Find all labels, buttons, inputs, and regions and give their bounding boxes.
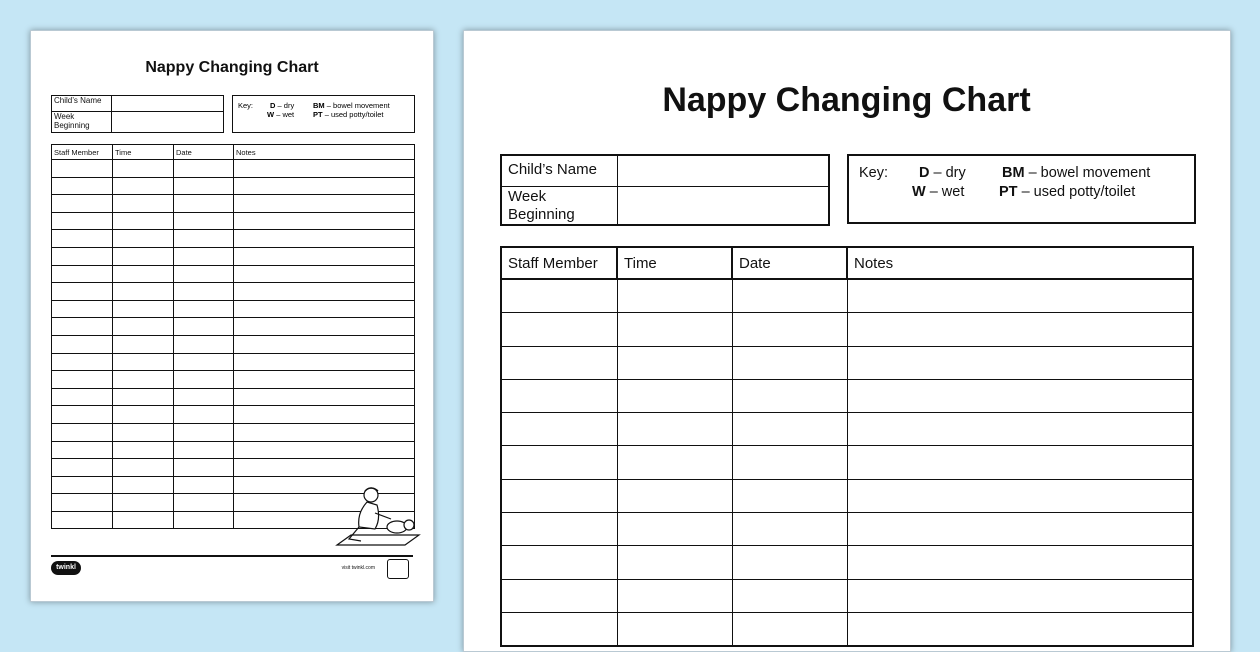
table-cell[interactable] xyxy=(501,479,617,512)
table-row xyxy=(52,423,415,441)
table-row xyxy=(52,388,415,406)
table-cell[interactable] xyxy=(52,459,113,477)
key-label: Key: xyxy=(238,101,254,110)
child-name-label: Child’s Name xyxy=(501,155,617,186)
table-cell[interactable] xyxy=(617,612,732,646)
table-row xyxy=(52,265,415,283)
table-cell[interactable] xyxy=(732,313,847,346)
table-row xyxy=(52,335,415,353)
table-cell[interactable] xyxy=(52,476,113,494)
key-item-potty: PT – used potty/toilet xyxy=(999,184,1136,200)
table-cell[interactable] xyxy=(234,388,415,406)
page-title: Nappy Changing Chart xyxy=(145,59,319,76)
table-row xyxy=(52,300,415,318)
table-cell[interactable] xyxy=(174,494,234,512)
table-row xyxy=(52,160,415,178)
column-header: Staff Member xyxy=(52,145,113,160)
zoomed-page xyxy=(463,30,1231,652)
table-cell[interactable] xyxy=(52,230,113,248)
key-box: Key: D – dry W – wet BM – bowel movement PT – used potty/toilet xyxy=(232,95,415,133)
table-cell[interactable] xyxy=(113,230,174,248)
table-cell[interactable] xyxy=(52,265,113,283)
table-cell[interactable] xyxy=(113,511,174,529)
child-name-label: Child’s Name xyxy=(52,96,112,112)
table-cell[interactable] xyxy=(501,379,617,412)
table-row xyxy=(52,459,415,477)
table-cell[interactable] xyxy=(113,406,174,424)
table-cell[interactable] xyxy=(847,413,1193,446)
table-cell[interactable] xyxy=(113,195,174,213)
page-title: Nappy Changing Chart xyxy=(662,81,1031,119)
table-cell[interactable] xyxy=(113,441,174,459)
week-beginning-field[interactable] xyxy=(112,112,224,133)
table-cell[interactable] xyxy=(732,379,847,412)
key-item-bowel: BM – bowel movement xyxy=(1002,165,1151,181)
nappy-changing-illustration xyxy=(331,483,421,555)
week-beginning-label: Week Beginning xyxy=(501,186,617,225)
table-cell[interactable] xyxy=(174,318,234,336)
table-cell[interactable] xyxy=(234,353,415,371)
table-cell[interactable] xyxy=(847,379,1193,412)
table-cell[interactable] xyxy=(174,265,234,283)
table-cell[interactable] xyxy=(234,265,415,283)
week-beginning-label: Week Beginning xyxy=(52,112,112,133)
table-cell[interactable] xyxy=(234,406,415,424)
table-cell[interactable] xyxy=(113,335,174,353)
table-row xyxy=(52,371,415,389)
table-cell[interactable] xyxy=(174,283,234,301)
table-cell[interactable] xyxy=(52,335,113,353)
table-cell[interactable] xyxy=(174,160,234,178)
table-cell[interactable] xyxy=(501,579,617,612)
table-cell[interactable] xyxy=(617,413,732,446)
changing-log-table xyxy=(51,144,415,529)
table-cell[interactable] xyxy=(113,212,174,230)
table-cell[interactable] xyxy=(174,353,234,371)
badge-icon xyxy=(387,559,409,579)
table-cell[interactable] xyxy=(617,513,732,546)
column-header: Notes xyxy=(847,247,1193,279)
table-cell[interactable] xyxy=(174,476,234,494)
table-cell[interactable] xyxy=(501,413,617,446)
table-cell[interactable] xyxy=(847,513,1193,546)
table-cell[interactable] xyxy=(52,371,113,389)
table-row xyxy=(52,177,415,195)
table-cell[interactable] xyxy=(52,494,113,512)
table-cell[interactable] xyxy=(52,177,113,195)
column-header: Time xyxy=(113,145,174,160)
footer-divider xyxy=(51,555,413,557)
table-cell[interactable] xyxy=(52,406,113,424)
table-row xyxy=(501,479,1193,512)
table-row xyxy=(52,441,415,459)
table-cell[interactable] xyxy=(501,513,617,546)
table-cell[interactable] xyxy=(113,318,174,336)
table-cell[interactable] xyxy=(501,546,617,579)
table-cell[interactable] xyxy=(174,371,234,389)
table-cell[interactable] xyxy=(113,265,174,283)
table-body xyxy=(52,160,415,529)
table-cell[interactable] xyxy=(234,335,415,353)
table-cell[interactable] xyxy=(234,300,415,318)
table-cell[interactable] xyxy=(113,283,174,301)
table-cell[interactable] xyxy=(174,388,234,406)
child-info-table xyxy=(51,95,224,133)
table-cell[interactable] xyxy=(617,579,732,612)
table-row xyxy=(52,247,415,265)
table-cell[interactable] xyxy=(847,346,1193,379)
table-row xyxy=(501,446,1193,479)
table-cell[interactable] xyxy=(617,546,732,579)
table-row xyxy=(52,230,415,248)
table-cell[interactable] xyxy=(732,413,847,446)
table-cell[interactable] xyxy=(234,195,415,213)
table-cell[interactable] xyxy=(52,300,113,318)
table-row xyxy=(52,212,415,230)
table-cell[interactable] xyxy=(174,177,234,195)
key-label: Key: xyxy=(859,165,889,181)
table-cell[interactable] xyxy=(174,406,234,424)
twinkl-logo: twinkl xyxy=(51,561,81,575)
table-cell[interactable] xyxy=(52,160,113,178)
changing-log-table xyxy=(500,246,1194,647)
table-row xyxy=(501,612,1193,646)
table-row xyxy=(501,279,1193,313)
table-cell[interactable] xyxy=(732,346,847,379)
table-cell[interactable] xyxy=(113,388,174,406)
table-cell[interactable] xyxy=(732,513,847,546)
table-cell[interactable] xyxy=(234,441,415,459)
table-cell[interactable] xyxy=(234,371,415,389)
table-cell[interactable] xyxy=(847,279,1193,313)
key-item-wet: W – wet xyxy=(912,184,965,200)
table-cell[interactable] xyxy=(174,300,234,318)
week-beginning-field[interactable] xyxy=(617,186,829,225)
table-cell[interactable] xyxy=(234,423,415,441)
child-name-field[interactable] xyxy=(617,155,829,186)
table-row xyxy=(501,579,1193,612)
table-cell[interactable] xyxy=(732,279,847,313)
table-cell[interactable] xyxy=(732,579,847,612)
table-row xyxy=(501,313,1193,346)
table-cell[interactable] xyxy=(113,300,174,318)
table-cell[interactable] xyxy=(113,423,174,441)
table-cell[interactable] xyxy=(732,612,847,646)
table-cell[interactable] xyxy=(847,446,1193,479)
table-cell[interactable] xyxy=(113,247,174,265)
table-row xyxy=(501,546,1193,579)
table-cell[interactable] xyxy=(234,230,415,248)
table-cell[interactable] xyxy=(52,441,113,459)
table-cell[interactable] xyxy=(52,388,113,406)
table-cell[interactable] xyxy=(732,546,847,579)
table-cell[interactable] xyxy=(113,160,174,178)
table-body xyxy=(501,279,1193,646)
table-cell[interactable] xyxy=(174,423,234,441)
table-cell[interactable] xyxy=(174,335,234,353)
table-row xyxy=(501,513,1193,546)
table-cell[interactable] xyxy=(52,247,113,265)
table-cell[interactable] xyxy=(113,371,174,389)
table-cell[interactable] xyxy=(174,195,234,213)
table-cell[interactable] xyxy=(234,247,415,265)
thumbnail-page xyxy=(30,30,434,602)
table-cell[interactable] xyxy=(732,479,847,512)
table-cell[interactable] xyxy=(234,318,415,336)
table-row xyxy=(52,195,415,213)
table-cell[interactable] xyxy=(174,441,234,459)
table-cell[interactable] xyxy=(847,479,1193,512)
key-box xyxy=(847,154,1196,224)
table-cell[interactable] xyxy=(113,494,174,512)
table-cell[interactable] xyxy=(732,446,847,479)
table-cell[interactable] xyxy=(617,379,732,412)
table-cell[interactable] xyxy=(617,479,732,512)
table-cell[interactable] xyxy=(501,346,617,379)
table-row xyxy=(52,406,415,424)
footer-site-text: visit twinkl.com xyxy=(341,565,375,571)
table-cell[interactable] xyxy=(847,612,1193,646)
table-cell[interactable] xyxy=(501,313,617,346)
table-cell[interactable] xyxy=(52,283,113,301)
table-cell[interactable] xyxy=(52,212,113,230)
table-cell[interactable] xyxy=(113,353,174,371)
table-cell[interactable] xyxy=(234,459,415,477)
child-name-field[interactable] xyxy=(112,96,224,112)
column-header: Time xyxy=(617,247,732,279)
table-cell[interactable] xyxy=(234,283,415,301)
table-cell[interactable] xyxy=(234,177,415,195)
table-cell[interactable] xyxy=(847,313,1193,346)
table-cell[interactable] xyxy=(501,612,617,646)
table-cell[interactable] xyxy=(234,212,415,230)
table-cell[interactable] xyxy=(52,511,113,529)
table-cell[interactable] xyxy=(113,459,174,477)
table-row xyxy=(501,346,1193,379)
table-cell[interactable] xyxy=(174,230,234,248)
table-row xyxy=(52,318,415,336)
table-cell[interactable] xyxy=(52,423,113,441)
table-cell[interactable] xyxy=(501,446,617,479)
table-cell[interactable] xyxy=(174,212,234,230)
key-item-dry: D – dry xyxy=(919,165,966,181)
table-cell[interactable] xyxy=(52,353,113,371)
table-row xyxy=(501,379,1193,412)
table-cell[interactable] xyxy=(617,446,732,479)
column-header: Staff Member xyxy=(501,247,617,279)
table-cell[interactable] xyxy=(52,318,113,336)
table-row xyxy=(52,283,415,301)
table-cell[interactable] xyxy=(234,160,415,178)
child-info-table xyxy=(500,154,830,226)
table-cell[interactable] xyxy=(113,476,174,494)
table-cell[interactable] xyxy=(617,279,732,313)
table-cell[interactable] xyxy=(174,247,234,265)
table-cell[interactable] xyxy=(174,511,234,529)
table-cell[interactable] xyxy=(847,579,1193,612)
table-row xyxy=(52,353,415,371)
column-header: Notes xyxy=(234,145,415,160)
table-cell[interactable] xyxy=(501,279,617,313)
table-cell[interactable] xyxy=(617,346,732,379)
table-row xyxy=(501,413,1193,446)
table-cell[interactable] xyxy=(847,546,1193,579)
column-header: Date xyxy=(174,145,234,160)
column-header: Date xyxy=(732,247,847,279)
table-cell[interactable] xyxy=(174,459,234,477)
table-cell[interactable] xyxy=(52,195,113,213)
table-cell[interactable] xyxy=(617,313,732,346)
table-cell[interactable] xyxy=(113,177,174,195)
